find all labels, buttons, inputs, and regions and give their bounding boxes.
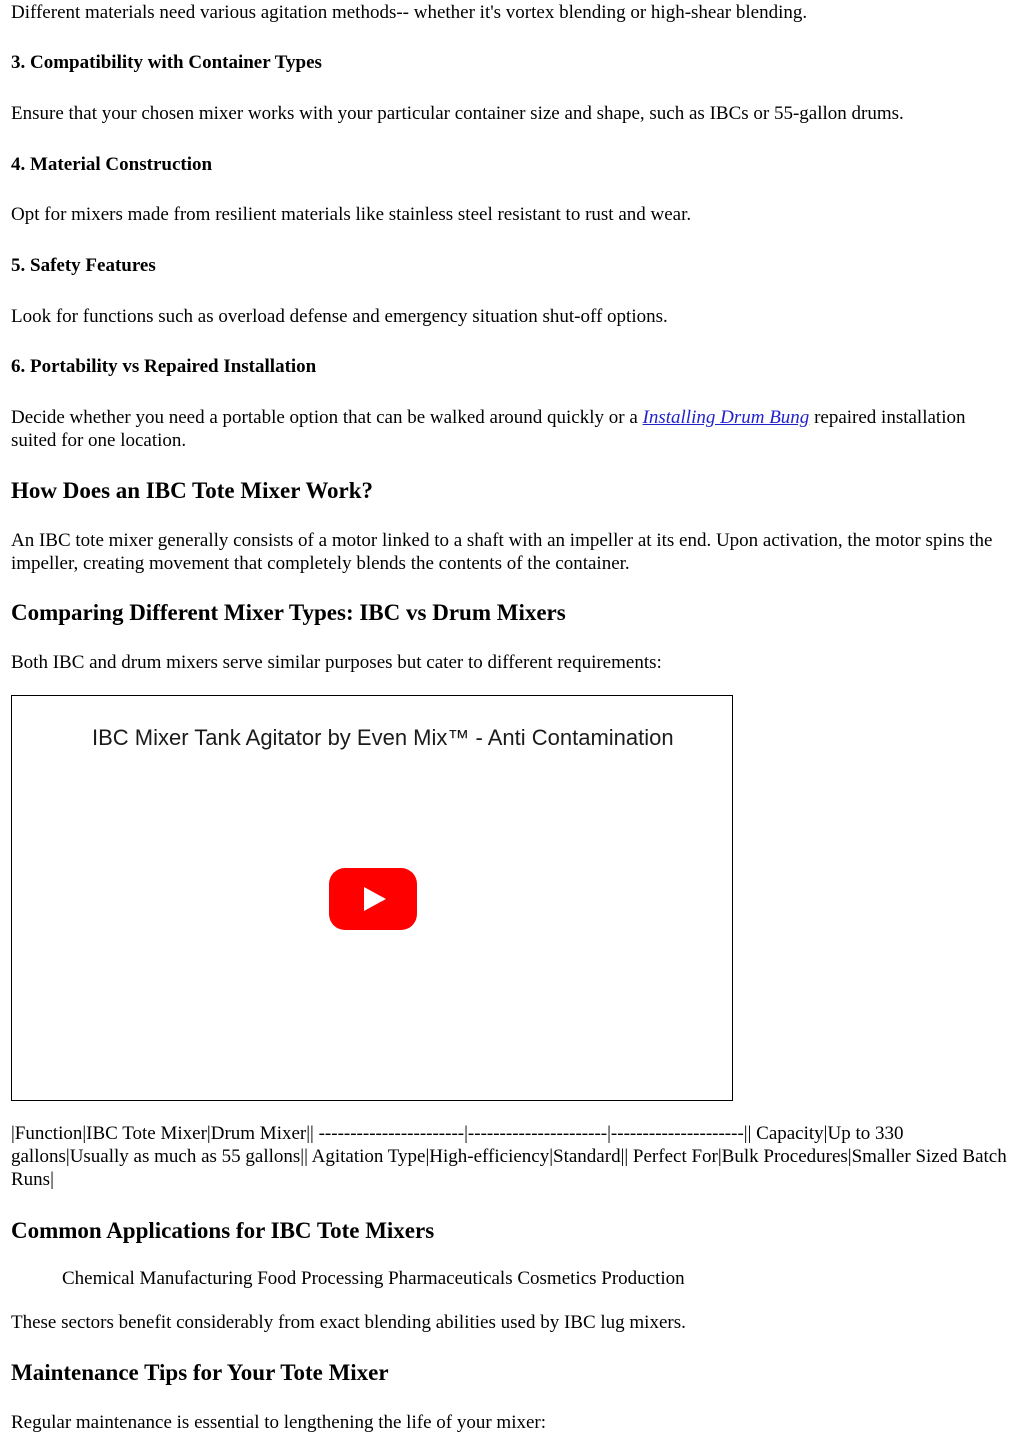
video-embed[interactable] (11, 695, 733, 1101)
portability-text-before: Decide whether you need a portable option that can be walked around quickly or a (11, 407, 643, 428)
how-it-works-paragraph: An IBC tote mixer generally consists of a motor linked to a shaft with an impeller at its end. Upon activation, the motor spins the impeller, creating movement that completely blends the contents of the container. (11, 530, 993, 574)
comparison-paragraph: Both IBC and drum mixers serve similar purposes but cater to different requirements: (11, 652, 662, 673)
heading-comparison: Comparing Different Mixer Types: IBC vs Drum Mixers (11, 600, 566, 625)
heading-safety-features: 5. Safety Features (11, 255, 156, 276)
heading-portability: 6. Portability vs Repaired Installation (11, 356, 317, 377)
heading-applications: Common Applications for IBC Tote Mixers (11, 1218, 435, 1243)
heading-material-construction: 4. Material Construction (11, 154, 213, 175)
play-triangle-icon (364, 887, 386, 911)
portability-text-after: repaired installation suited for one location. (11, 407, 966, 451)
compatibility-paragraph: Ensure that your chosen mixer works with your particular container size and shape, such as IBCs or 55-gallon drums. (11, 103, 904, 124)
video-title[interactable]: IBC Mixer Tank Agitator by Even Mix™ - Anti Contamination (92, 725, 674, 750)
heading-how-it-works: How Does an IBC Tote Mixer Work? (11, 478, 374, 503)
applications-list: Chemical Manufacturing Food Processing Pharmaceuticals Cosmetics Production (62, 1268, 685, 1289)
installing-drum-bung-link[interactable]: Installing Drum Bung (642, 407, 810, 428)
maintenance-paragraph: Regular maintenance is essential to lengthening the life of your mixer: (11, 1412, 547, 1433)
comparison-table-text: |Function|IBC Tote Mixer|Drum Mixer|| -----------------------|----------------------|---------------------|| Capacity|Up to 330 gallons|Usually as much as 55 gallons|| Agitation Type|High-efficiency|Standard|| Perfect For|Bulk Procedures|Smaller Sized Batch Runs| (11, 1123, 1007, 1190)
applications-paragraph: These sectors benefit considerably from exact blending abilities used by IBC lug mixers. (11, 1312, 686, 1333)
portability-paragraph (11, 406, 1011, 452)
material-construction-paragraph: Opt for mixers made from resilient materials like stainless steel resistant to rust and wear. (11, 204, 692, 225)
youtube-play-icon[interactable] (329, 868, 417, 930)
agitation-paragraph: Different materials need various agitation methods-- whether it's vortex blending or high-shear blending. (11, 2, 808, 23)
heading-compatibility: 3. Compatibility with Container Types (11, 52, 322, 73)
safety-features-paragraph: Look for functions such as overload defense and emergency situation shut-off options. (11, 306, 668, 327)
heading-maintenance: Maintenance Tips for Your Tote Mixer (11, 1360, 389, 1385)
